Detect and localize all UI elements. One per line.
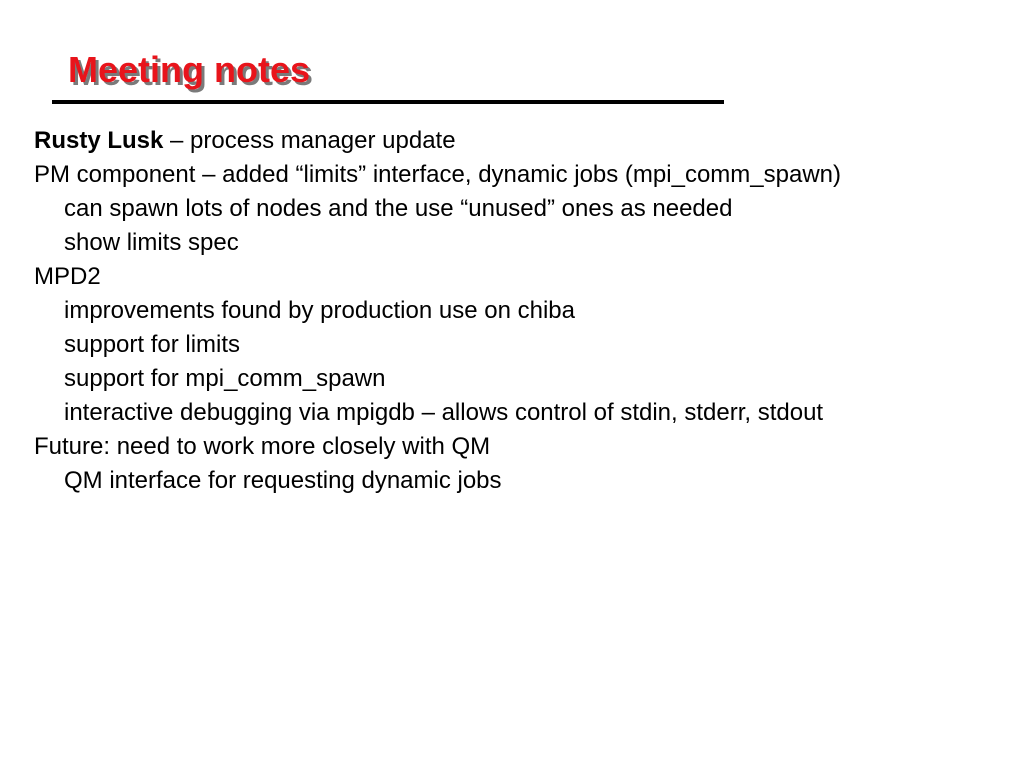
note-subline-debugging: interactive debugging via mpigdb – allows control of stdin, stderr, stdout <box>64 399 824 426</box>
note-line-speaker <box>34 124 1009 158</box>
slide-title: Meeting notes <box>68 49 311 90</box>
note-line-pm-component: PM component – added “limits” interface, dynamic jobs (mpi_comm_spawn) <box>34 161 841 188</box>
note-subline-qm-interface: QM interface for requesting dynamic jobs <box>64 467 502 494</box>
notes-list <box>34 124 1009 498</box>
speaker-topic: – process manager update <box>163 127 456 154</box>
note-subline-support-limits: support for limits <box>64 331 241 358</box>
note-subline-improvements: improvements found by production use on chiba <box>64 297 575 324</box>
title-underline <box>52 100 724 104</box>
note-subline-limits-spec: show limits spec <box>64 229 239 256</box>
note-subline-support-spawn: support for mpi_comm_spawn <box>64 365 386 392</box>
note-line-future: Future: need to work more closely with QM <box>34 433 491 460</box>
speaker-name: Rusty Lusk <box>34 127 164 154</box>
note-line-mpd2: MPD2 <box>34 263 101 290</box>
note-subline-spawn-nodes: can spawn lots of nodes and the use “unused” ones as needed <box>64 195 733 222</box>
